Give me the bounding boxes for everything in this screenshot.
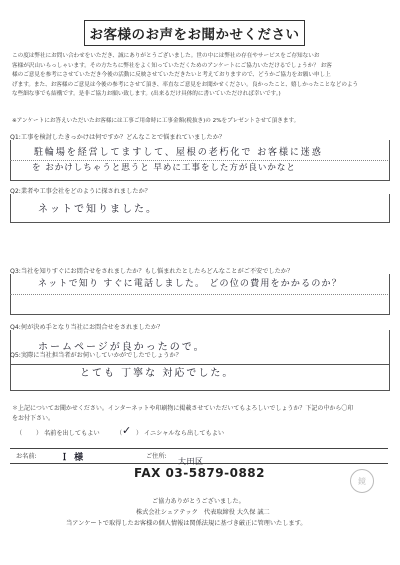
answer-5-line-1: とても 丁寧な 対応でした。	[80, 368, 235, 379]
page-title: お客様のお声をお聞かせください	[84, 20, 305, 46]
question-5-label: Q5:実際に当社担当者がお伺いしていかがでしたでしょうか？	[10, 352, 182, 359]
option-name-open[interactable]: （	[16, 430, 23, 437]
question-3-label: Q3:当社を知りすぐにお問合せをされましたか？もし悩まれたとしたらどんなことがご不安でしたか？	[10, 268, 294, 275]
answer-4-line-1: ホームページが良かったので。	[38, 342, 206, 353]
note-text: ※アンケートにお答えいただいたお客様には工事ご用命時に工事金額(税抜き)の 2%をプレゼントさせて頂きます。	[12, 118, 300, 124]
answer-1-line-2: を おかけしちゃうと思うと 早めに工事をした方が良いかなと	[32, 163, 296, 173]
question-2-label: Q2:業者や工事会社をどのように探されましたか？	[10, 188, 151, 195]
name-value: Ｉ 様	[60, 453, 85, 463]
answer-3-line-1: ネットで知り すぐに電話しました。 どの位の費用をかかるのか？	[38, 279, 342, 289]
name-label: お名前:	[16, 453, 37, 460]
option-initial-open[interactable]: （	[116, 430, 123, 437]
privacy-note: 当アンケートで取得したお客様の個人情報は関係法規に基づき厳正に管理いたします。	[66, 520, 307, 527]
answer-1-line-1: 駐輪場を経営してますして、屋根の老朽化で お客様に迷惑	[34, 147, 323, 158]
company-name: 株式会社シェアテック 代表取締役 大久保 誠二	[136, 509, 270, 516]
answer-line	[10, 294, 388, 295]
option-name-label: 名前を出してもよい	[44, 430, 100, 437]
answer-2-line-1: ネットで知りました。	[38, 204, 158, 215]
address-value: 大田区	[178, 457, 204, 466]
question-4-label: Q4:何が決め手となり当社にお問合せをされましたか？	[10, 324, 164, 331]
company-seal-icon: 鏡	[350, 469, 374, 493]
checkmark-icon: ✓	[122, 424, 132, 437]
option-initial-close: ）	[136, 430, 143, 437]
question-1-label: Q1:工事を検討したきっかけは何ですか？どんなことで悩まれていましたか？	[10, 134, 226, 141]
option-initial-label: イニシャルなら出してもよい	[144, 430, 225, 437]
intro-text: この度は弊社にお問い合わせをいただき、誠にありがとうございました。世の中には弊社の存在やサービスをご存知ないお 客様が沢山いらっしゃいます。その方たちに弊社をよく知っていただくためのアンケートにご協力いただけるでしょうか？ お客 様のご意見を参考にさせていただき今後の活動に反映させていただきたいと考えておりますので、どうかご協力をお願い申し上 げます。また、お客様のご意見は今後の参考にさせて頂き、率直なご意見をお聞かせください。良かったこと、嬉しかったことなどのよう な些細な事でも結構です。是非ご協力お願い致します。(出来るだけ具体的に書いていただければ幸いです。)	[12, 53, 359, 98]
consent-text-1: ＊上記についてお聞かせください。インターネットや印刷物に掲載させていただいてもよろしいでしょうか？下記の中から〇印	[12, 405, 354, 412]
address-label: ご住所:	[146, 453, 167, 460]
thanks-text: ご協力ありがとうございました。	[152, 498, 245, 505]
consent-text-2: をお付下さい。	[12, 415, 55, 422]
option-name-close: ）	[36, 430, 43, 437]
fax-number: FAX 03-5879-0882	[134, 466, 265, 480]
